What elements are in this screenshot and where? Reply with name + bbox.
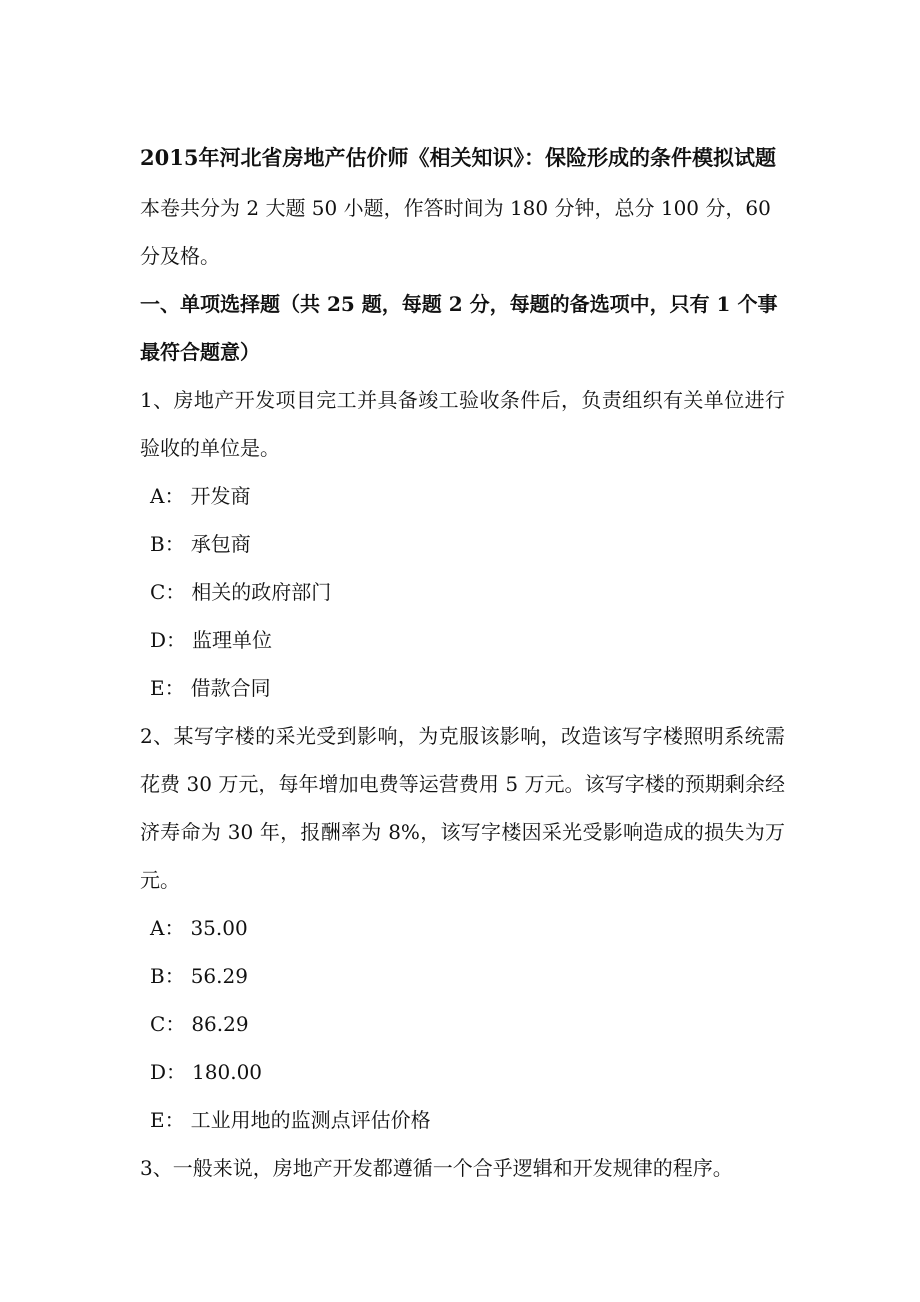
document-title: 2015年河北省房地产估价师《相关知识》：保险形成的条件模拟试题 [140, 145, 776, 170]
option-list [140, 472, 785, 712]
exam-intro: 本卷共分为 2 大题 50 小题，作答时间为 180 分钟，总分 100 分，60 分及格。 [140, 196, 771, 268]
option-letter: D [150, 1060, 167, 1084]
question-text: 3、一般来说，房地产开发都遵循一个合乎逻辑和开发规律的程序。 [140, 1156, 733, 1180]
option-separator: ： [164, 1108, 185, 1132]
option-letter: B [150, 964, 165, 988]
option-text: 监理单位 [192, 628, 273, 652]
document-body [140, 138, 785, 1192]
option-separator: ： [164, 964, 185, 988]
option-e [140, 664, 785, 712]
option-separator: ： [165, 580, 186, 604]
option-text: 86.29 [191, 1012, 249, 1036]
option-letter: C [150, 1012, 166, 1036]
option-separator: ： [164, 916, 185, 940]
option-c [140, 568, 785, 616]
option-text: 工业用地的监测点评估价格 [190, 1108, 431, 1132]
option-letter: C [150, 580, 166, 604]
option-c [140, 1000, 785, 1048]
question-2 [140, 712, 785, 1144]
section-heading: 一、单项选择题（共 25 题，每题 2 分，每题的备选项中，只有 1 个事最符合题意） [140, 292, 778, 364]
option-letter: A [150, 484, 165, 508]
option-letter: D [150, 628, 167, 652]
option-text: 56.29 [190, 964, 248, 988]
option-text: 开发商 [190, 484, 251, 508]
option-text: 35.00 [190, 916, 248, 940]
question-text: 2、某写字楼的采光受到影响，为克服该影响，改造该写字楼照明系统需花费 30 万元，每年增加电费等运营费用 5 万元。该写字楼的预期剩余经济寿命为 30 年，报酬率为 8%，该写字楼因采光受影响造成的损失为万元。 [140, 724, 785, 892]
option-text: 相关的政府部门 [191, 580, 332, 604]
option-letter: B [150, 532, 165, 556]
option-text: 承包商 [190, 532, 251, 556]
question-text: 1、房地产开发项目完工并具备竣工验收条件后，负责组织有关单位进行验收的单位是。 [140, 388, 785, 460]
option-separator: ： [166, 628, 187, 652]
option-a [140, 904, 785, 952]
option-letter: A [150, 916, 165, 940]
option-d [140, 1048, 785, 1096]
question-3 [140, 1144, 785, 1192]
option-separator: ： [166, 1060, 187, 1084]
option-separator: ： [165, 1012, 186, 1036]
option-letter: E [150, 676, 165, 700]
option-b [140, 952, 785, 1000]
option-d [140, 616, 785, 664]
option-separator: ： [164, 676, 185, 700]
option-list [140, 904, 785, 1144]
option-text: 180.00 [192, 1060, 263, 1084]
option-separator: ： [164, 484, 185, 508]
option-a [140, 472, 785, 520]
question-1 [140, 376, 785, 712]
option-b [140, 520, 785, 568]
option-e [140, 1096, 785, 1144]
option-text: 借款合同 [190, 676, 271, 700]
option-separator: ： [164, 532, 185, 556]
option-letter: E [150, 1108, 165, 1132]
